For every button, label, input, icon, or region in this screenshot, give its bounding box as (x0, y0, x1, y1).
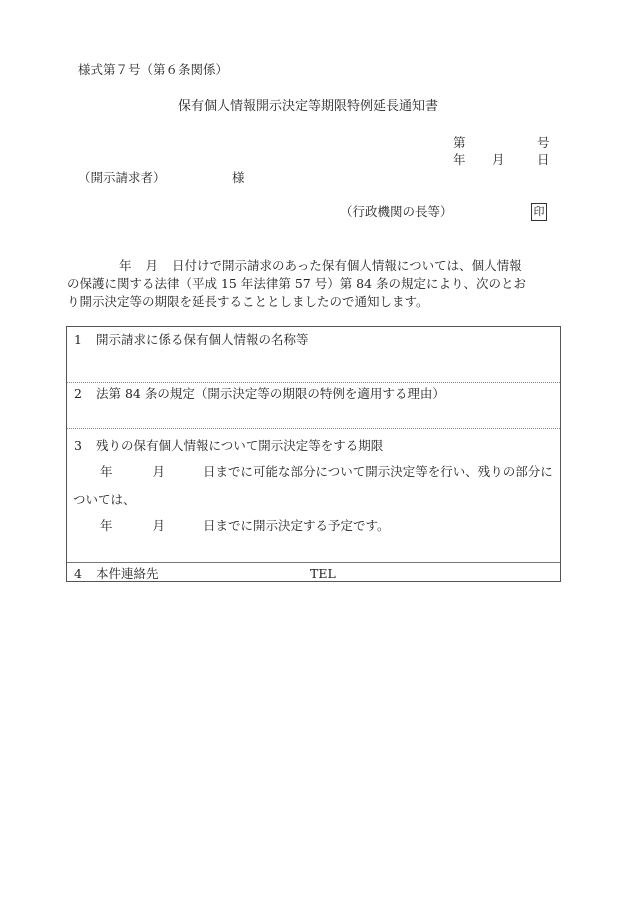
body-month-label: 月 (145, 258, 159, 273)
item3-number: 3 (74, 438, 82, 453)
item1-heading (74, 334, 309, 347)
recipient-label: （開示請求者） (78, 170, 166, 185)
item2-label: 法第 84 条の規定（開示決定等の期限の特例を適用する理由） (96, 386, 445, 401)
item1-label: 開示請求に係る保有個人情報の名称等 (96, 332, 309, 347)
item3-label: 残りの保有個人情報について開示決定等をする期限 (96, 438, 384, 453)
item4-heading (74, 568, 159, 581)
document-title: 保有個人情報開示決定等期限特例延長通知書 (178, 99, 439, 114)
item4-label: 本件連絡先 (96, 566, 159, 581)
row-divider (67, 562, 560, 563)
tel-label: TEL (310, 566, 336, 581)
seal-mark: 印 (531, 203, 547, 221)
item3-month-label-2: 月 (152, 518, 166, 533)
item4-number: 4 (74, 566, 82, 581)
form-number: 様式第７号（第６条関係） (78, 62, 229, 77)
recipient-honorific: 様 (232, 170, 245, 185)
document-number-prefix: 第 (453, 135, 466, 150)
item3-heading (74, 440, 383, 453)
item3-month-label: 月 (152, 464, 166, 479)
item3-line1-text: 日までに可能な部分について開示決定等を行い、残りの部分に (203, 464, 553, 479)
body-line3-text: り開示決定等の期限を延長することとしましたので通知します。 (67, 294, 429, 309)
item3-deadline-line1 (100, 466, 553, 479)
body-line1-text: 日付けで開示請求のあった保有個人情報については、個人情報 (172, 258, 522, 273)
notice-table (66, 326, 561, 582)
body-year-label: 年 (119, 258, 132, 273)
date-month-label: 月 (492, 152, 505, 167)
document-number-suffix: 号 (537, 135, 550, 150)
item3-year-label: 年 (100, 464, 113, 479)
row-divider (67, 382, 560, 383)
date-year-label: 年 (453, 152, 466, 167)
item3-line3-text: 日までに開示決定する予定です。 (203, 518, 390, 533)
agency-head-label: （行政機関の長等） (340, 204, 453, 219)
row-divider (67, 428, 560, 429)
item2-number: 2 (74, 386, 82, 401)
body-paragraph-line (67, 260, 522, 273)
item1-number: 1 (74, 332, 82, 347)
body-line2-text: の保護に関する法律（平成 15 年法律第 57 号）第 84 条の規定により、次のとお (67, 276, 527, 291)
item3-year-label-2: 年 (100, 518, 113, 533)
item3-deadline-line2: ついては、 (73, 492, 136, 507)
date-day-label: 日 (537, 152, 550, 167)
item3-deadline-line3 (100, 520, 390, 533)
item2-heading (74, 388, 445, 401)
